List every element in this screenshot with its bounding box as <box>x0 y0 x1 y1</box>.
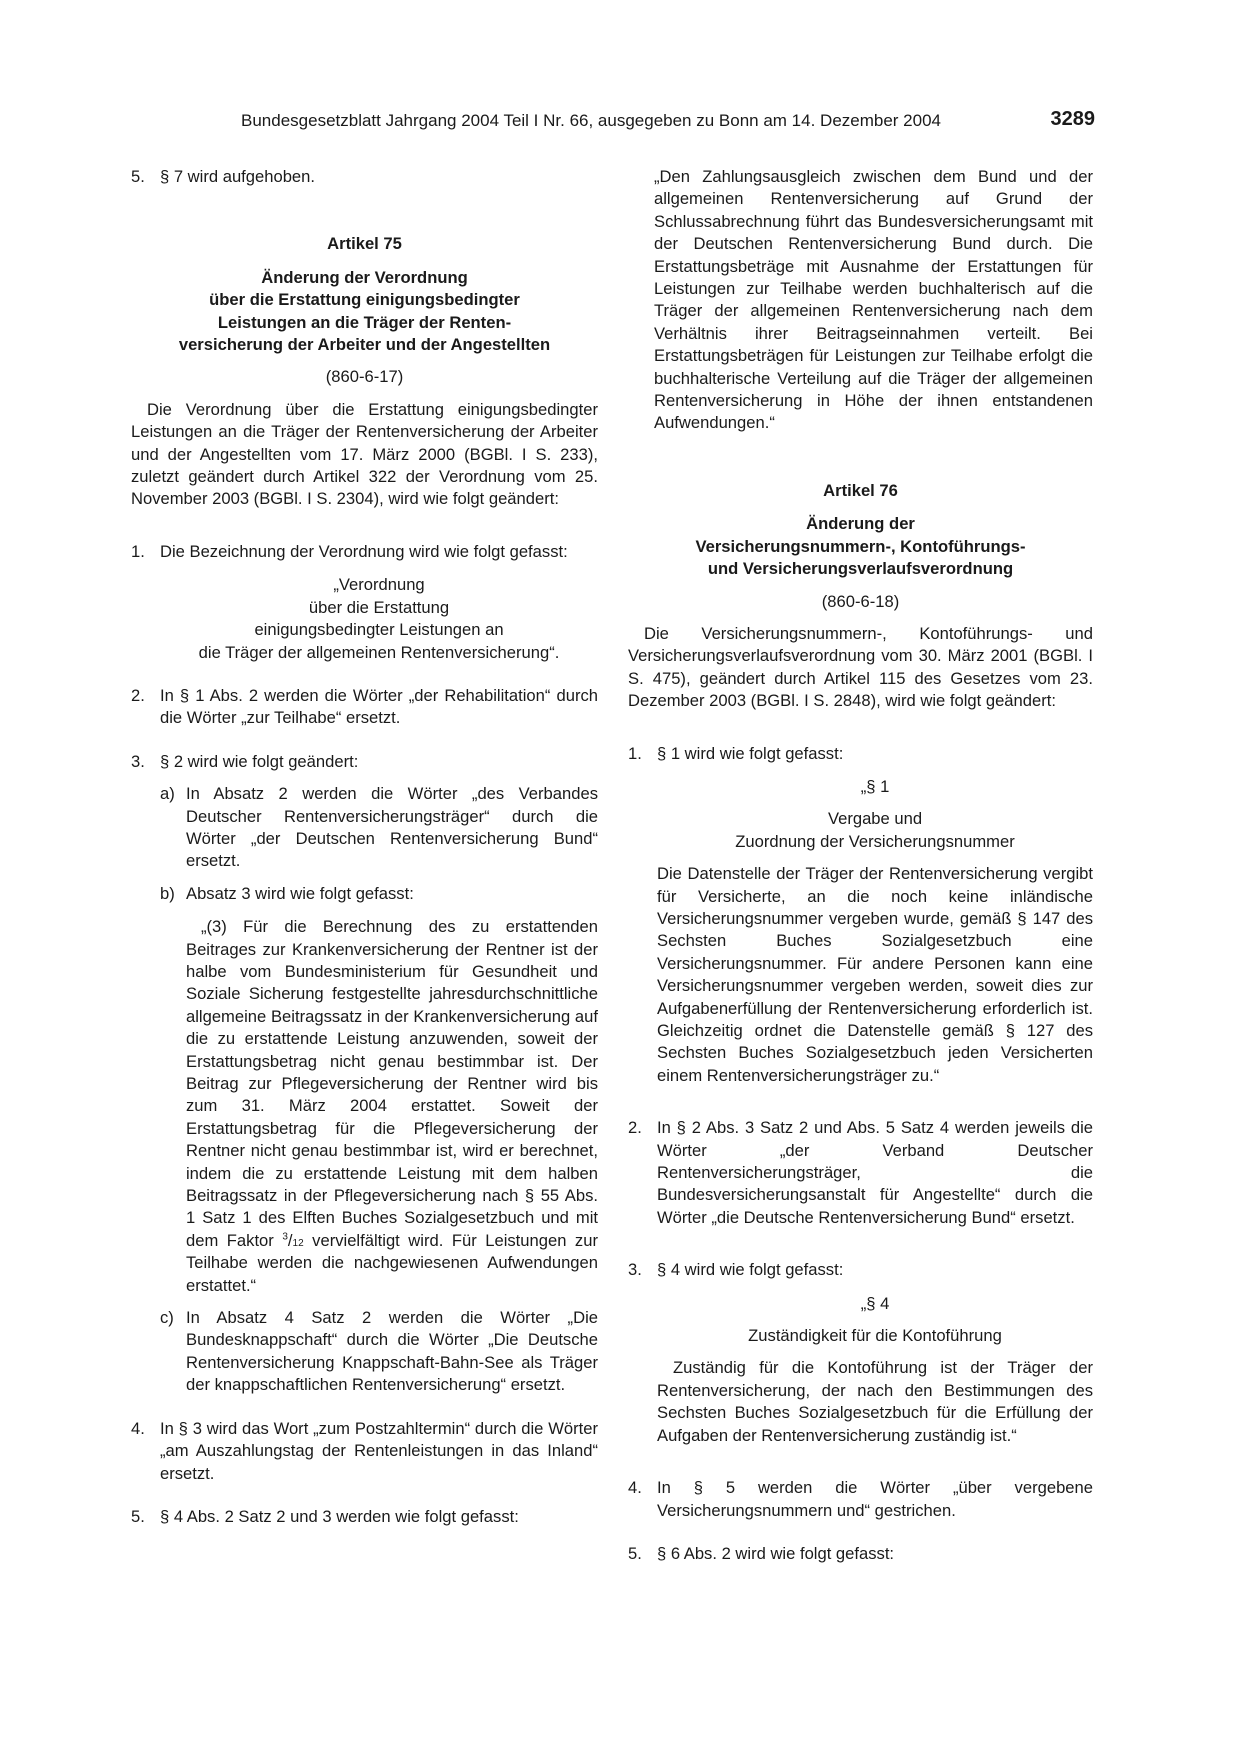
section-title: Zuständigkeit für die Kontoführung <box>748 1326 1002 1346</box>
list-item: 1. § 1 wird wie folgt gefasst: <box>628 743 844 763</box>
quoted-paragraph: „(3) Für die Berechnung des zu erstattenden Beitrages zur Krankenversicherung der Rentner ist der halbe vom Bundesministerium für Gesundheit und Soziale Sicherung festgestellte jahresdurchschnittliche allgemeine Beitragssatz in der Krankenversicherung auf die zu erstattende Leistung anzuwenden, soweit der Erstattungsbetrag nicht genau bestimmbar ist. Der Beitrag zur Pflegeversicherung der Rentner wird bis zum 31. März 2004 erstattet. Soweit der Erstattungsbetrag für die Pflegeversicherung der Rentner nicht genau bestimmbar ist, wird er berechnet, indem die zu erstattende Leistung mit dem halben Beitragssatz in der Pflegeversicherung nach § 55 Abs. 1 Satz 1 des Elften Buches Sozialgesetzbuch und mit dem Faktor $^3$/12 vervielfältigt wird. Für Leistungen zur Teilhabe werden die nachgewiesenen Aufwendungen erstattet.“ <box>186 917 598 1295</box>
sub-item: b) Absatz 3 wird wie folgt gefasst: <box>160 883 414 903</box>
page-header <box>241 110 1095 140</box>
article-intro: Die Verordnung über die Erstattung einigungsbedingter Leistungen an die Träger der Rentenversicherung der Arbeiter und der Angestellten vom 17. März 2000 (BGBl. I S. 233), zuletzt geändert durch Artikel 322 der Verordnung vom 25. November 2003 (BGBl. I S. 2304), wird wie folgt geändert: <box>131 399 598 509</box>
running-title: Bundesgesetzblatt Jahrgang 2004 Teil I Nr. 66, ausgegeben zu Bonn am 14. Dezember 2004 <box>241 111 941 130</box>
sub-item: c) In Absatz 4 Satz 2 werden die Wörter „Die Bundesknappschaft“ durch die Wörter „Die Deutsche Rentenversicherung Knappschaft-Bahn-See als Träger der knappschaftlichen Rentenversicherung“ ersetzt. <box>160 1308 598 1395</box>
section-mark: „§ 4 <box>860 1293 890 1313</box>
article-title: Artikel 76 <box>823 480 898 500</box>
list-item: 5. § 4 Abs. 2 Satz 2 und 3 werden wie folgt gefasst: <box>131 1506 519 1526</box>
section-mark: „§ 1 <box>860 776 890 796</box>
list-item: 5. § 7 wird aufgehoben. <box>131 167 315 186</box>
section-title: Vergabe und Zuordnung der Versicherungsnummer <box>735 809 1015 851</box>
list-item: 5. § 6 Abs. 2 wird wie folgt gefasst: <box>628 1543 895 1563</box>
article-title: Artikel 75 <box>327 234 402 254</box>
quoted-paragraph: „Den Zahlungsausgleich zwischen dem Bund und der allgemeinen Rentenversicherung auf Grund der Schlussabrechnung führt das Bundesversicherungsamt mit der Deutschen Rentenversicherung Bund durch. Die Erstattungsbeträge mit Ausnahme der Erstattungen für Leistungen zur Teilhabe werden buchhalterisch auf die Träger der allgemeinen Rentenversicherung nach dem Verhältnis ihrer Beitragseinnahmen verteilt. Bei Erstattungsbeträgen für Leistungen zur Teilhabe erfolgt die buchhalterische Verteilung auf die Träger der allgemeinen Rentenversicherung in Höhe der ihnen entstandenen Aufwendungen.“ <box>654 167 1093 433</box>
fna-code: (860-6-18) <box>821 591 900 611</box>
list-item: 3. § 4 wird wie folgt gefasst: <box>628 1260 844 1280</box>
sub-item: a) In Absatz 2 werden die Wörter „des Verbandes Deutscher Rentenversicherungsträger“ durch die Wörter „der Deutschen Rentenversicherung Bund“ ersetzt. <box>160 784 598 871</box>
article-heading: Änderung der Versicherungsnummern-, Kontoführungs- und Versicherungsverlaufsverordnung <box>695 514 1026 579</box>
list-item: 4. In § 3 wird das Wort „zum Postzahltermin“ durch die Wörter „am Auszahlungstag der Rentenleistungen in das Inland“ ersetzt. <box>131 1418 598 1483</box>
left-column <box>131 166 598 1528</box>
section-text: Zuständig für die Kontoführung ist der Träger der Rentenversicherung, der nach den Bestimmungen des Sechsten Buches Sozialgesetzbuch für die Erfüllung der Aufgaben der Rentenversicherung zuständig ist.“ <box>657 1358 1093 1445</box>
quoted-title: „Verordnung über die Erstattung einigungsbedingter Leistungen an die Träger der allgemeinen Rentenversicherung“. <box>198 575 560 662</box>
article-intro: Die Versicherungsnummern-, Kontoführungs- und Versicherungsverlaufsverordnung vom 30. März 2001 (BGBl. I S. 475), geändert durch Artikel 115 des Gesetzes vom 23. Dezember 2003 (BGBl. I S. 2848), wird wie folgt geändert: <box>628 623 1093 711</box>
article-heading: Änderung der Verordnung über die Erstattung einigungsbedingter Leistungen an die Träger der Renten- versicherung der Arbeiter und der Angestellten <box>178 267 551 355</box>
list-item: 2. In § 1 Abs. 2 werden die Wörter „der Rehabilitation“ durch die Wörter „zur Teilhabe“ ersetzt. <box>131 685 598 728</box>
page-number: 3289 <box>1050 108 1095 130</box>
fraction: $^3$/12 <box>282 1230 304 1250</box>
list-item: 4. In § 5 werden die Wörter „über vergebene Versicherungsnummern und“ gestrichen. <box>628 1478 1093 1520</box>
list-item: 3. § 2 wird wie folgt geändert: <box>131 751 359 771</box>
list-item: 1. Die Bezeichnung der Verordnung wird wie folgt gefasst: <box>131 541 568 561</box>
right-column <box>628 166 1093 1565</box>
list-item: 2. In § 2 Abs. 3 Satz 2 und Abs. 5 Satz 4 werden jeweils die Wörter „der Verband Deutscher Rentenversicherungsträger, die Bundesversicherungsanstalt für Angestellte“ durch die Wörter „die Deutsche Rentenversicherung Bund“ ersetzt. <box>628 1118 1093 1227</box>
fna-code: (860-6-17) <box>325 367 404 387</box>
section-text: Die Datenstelle der Träger der Rentenversicherung vergibt für Versicherte, an die noch keine inländische Versicherungsnummer vergeben wurde, gemäß § 147 des Sechsten Buches Sozialgesetzbuch eine Versicherungsnummer. Für andere Personen kann eine Versicherungsnummer vergeben werden, soweit dies zur Aufgabenerfüllung der Rentenversicherung erforderlich ist. Gleichzeitig ordnet die Datenstelle gemäß § 127 des Sechsten Buches Sozialgesetzbuch jeden Versicherten einem Rentenversicherungsträger zu.“ <box>657 864 1093 1085</box>
